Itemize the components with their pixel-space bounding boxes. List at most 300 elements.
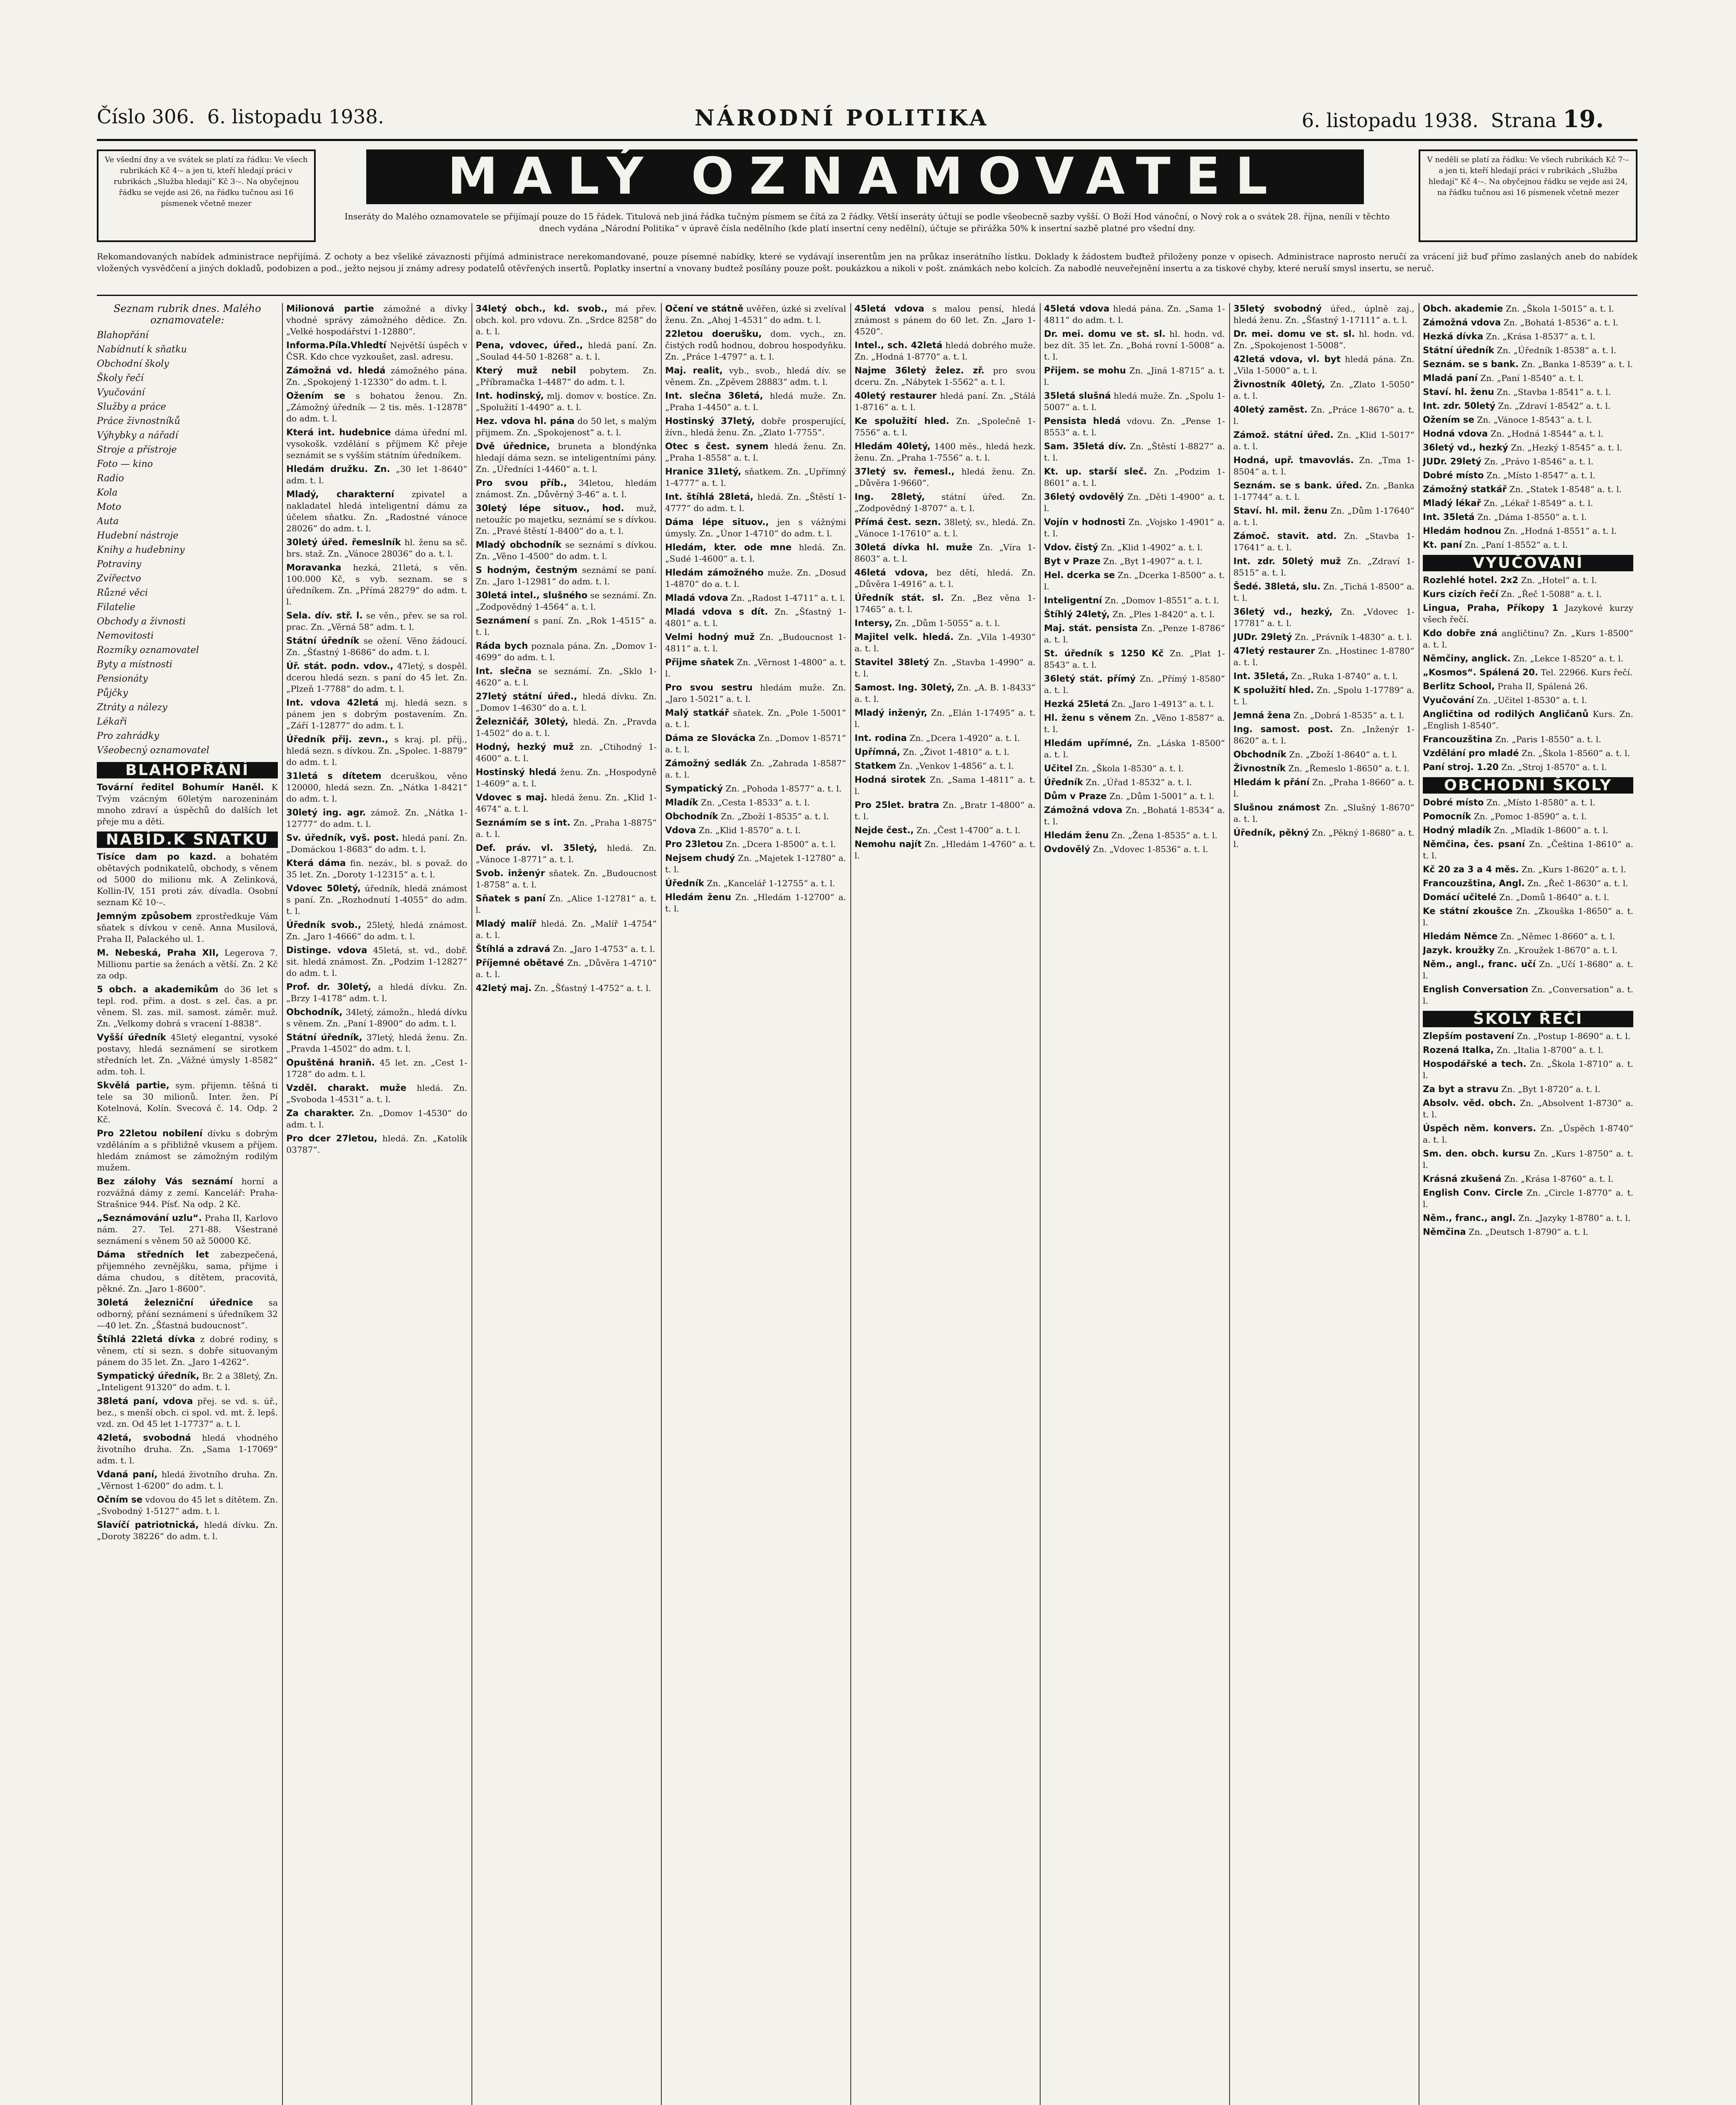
- classified-ad: [286, 340, 467, 362]
- ad-headline: Pena, vdovec, úřed.,: [476, 340, 583, 350]
- contents-item: Výhybky a nářadí: [97, 430, 178, 441]
- classified-ad: [855, 682, 1036, 705]
- classified-ad: [286, 1082, 467, 1105]
- ad-headline: 40letý zaměst.: [1233, 405, 1308, 415]
- obchodni-skoly-ads: [1423, 797, 1633, 1007]
- classified-ad: [97, 1080, 278, 1125]
- ad-headline: Obchodník,: [286, 1007, 343, 1017]
- ad-text: do 36 let s tepl. rod. přim. a dost. s zel. čas. a pr. věnem. Sl. zas. mil. samost. záměr. muž. Zn. „Velkomy dobrá s vracení 1-8838“.: [97, 984, 278, 1029]
- ad-text: dceruškou, věno 120000, hledá sezn. Zn. „Nátka 1-8421“ do adm. t. l.: [286, 771, 467, 804]
- classified-ad: [1044, 491, 1225, 514]
- ad-headline: 30letá intel., slušného: [476, 590, 588, 600]
- skoly-reci-ads: [1423, 1031, 1633, 1238]
- classified-ad: [1423, 878, 1633, 889]
- ad-headline: Zámožný statkář: [1423, 484, 1507, 494]
- ad-text: Zn. „Hezký 1-8545“ a. t. l.: [1508, 442, 1622, 453]
- ad-text: Zn. „Sama 1-4811“ a. t. l.: [855, 775, 1036, 796]
- ad-headline: 42letá vdova, vl. byt: [1233, 354, 1341, 364]
- ad-headline: Hodný mladík: [1423, 825, 1491, 835]
- ad-headline: Který muž nebil: [476, 365, 576, 376]
- ad-headline: Dr. mei. domu ve st. sl.: [1044, 329, 1166, 339]
- column-7: [1233, 303, 1414, 2105]
- contents-item: Obchodní školy: [97, 359, 169, 369]
- classified-ad: [286, 919, 467, 942]
- section-head-blahoprani: BLAHOPŘÁNÍ: [97, 762, 278, 778]
- ad-text: má přev. obch. kol. pro vdovu. Zn. „Srdce 8258“ do a. t. l.: [476, 304, 657, 336]
- ad-text: Zn. „Tma 1-8504“ a. t. l.: [1233, 455, 1414, 477]
- sunday-pricing-box: V neděli se platí za řádku: Ve všech rubrikách Kč 7·– a jen ti, kteří hledají práci v rubrikách „Služba hledají“ Kč 4·–. Na obyčejnou řádku se vejde asi 24, na řádku tučnou asi 16 písmenek včetně mezer: [1419, 149, 1637, 242]
- classified-ad: [1233, 505, 1414, 528]
- ad-headline: Vdovec s maj.: [476, 792, 548, 802]
- ad-text: Zn. „Zkouška 1-8650“ a. t. l.: [1423, 906, 1633, 927]
- ad-text: Zn. „Italia 1-8700“ a. t. l.: [1494, 1045, 1604, 1055]
- ad-headline: Sela. dív. stř. l.: [286, 610, 363, 621]
- classified-ad: [476, 615, 657, 638]
- classified-ad: [476, 817, 657, 840]
- ad-text: uvěřen, úzké si zvelíval ženu. Zn. „Ahoj 1-4531“ do adm. t. l.: [665, 304, 846, 325]
- classified-ad: [855, 466, 1036, 489]
- ad-text: 45letá, st. vd., dobř. sit. hledá známost. Zn. „Podzim 1-12827“ do adm. t. l.: [286, 945, 467, 978]
- classified-ad: [665, 682, 846, 705]
- ad-headline: Učitel: [1044, 763, 1073, 773]
- contents-item: Potraviny: [97, 559, 141, 570]
- classified-ad: [286, 390, 467, 424]
- ad-text: Zn. „Věrnost 1-4800“ a. t. l.: [665, 657, 846, 679]
- ad-text: hezká, 21letá, s věn. 100.000 Kč, s vyb. seznam. se s úředníkem. Zn. „Přímá 28279“ do adm. t. l.: [286, 562, 467, 607]
- classified-ad: [1423, 695, 1633, 706]
- ad-headline: 38letá paní, vdova: [97, 1396, 193, 1406]
- ad-text: hledá dobrého muže. Zn. „Hodná 1-8770“ a. t. l.: [855, 340, 1036, 362]
- classified-ad: [286, 734, 467, 768]
- ad-text: bez dětí, hledá. Zn. „Důvěra 1-4916“ a. t. l.: [855, 568, 1036, 589]
- ad-text: Zn. „Venkov 1-4856“ a. t. l.: [896, 761, 1014, 771]
- ad-headline: Intersy,: [855, 618, 892, 628]
- ad-headline: Samost. Ing. 30letý,: [855, 682, 955, 693]
- ad-text: hledá ženu. Zn. „Důvěra 1-9660“.: [855, 466, 1036, 488]
- ad-headline: Mladý obchodník: [476, 540, 562, 550]
- contents-item: Vyučování: [97, 387, 145, 398]
- ad-headline: Angličtina od rodilých Angličanů: [1423, 709, 1589, 719]
- ad-headline: 47letý restaurer: [1233, 646, 1315, 656]
- classified-ad: [1423, 589, 1633, 600]
- ad-text: Zn. „Conversation“ a. t. l.: [1423, 984, 1633, 1006]
- ad-text: ženu. Zn. „Hospodyně 1-4609“ a. t. l.: [476, 767, 657, 789]
- classified-ad: [1233, 802, 1414, 825]
- ad-text: Zn. „Úřad 1-8532“ a. t. l.: [1083, 777, 1192, 787]
- ad-headline: Pro 25let. bratra: [855, 800, 940, 810]
- ad-text: hledá dívku. Zn. „Domov 1-4630“ do a. t. l.: [476, 691, 657, 713]
- ad-headline: Informa.Píla.Vhledtí: [286, 340, 386, 350]
- ad-headline: Jemná žena: [1233, 710, 1291, 720]
- ad-text: Zn. „Zdraví 1-8542“ a. t. l.: [1495, 401, 1611, 411]
- ad-headline: Ráda bych: [476, 641, 528, 651]
- ad-headline: Očení ve státně: [665, 304, 744, 314]
- classified-ad: [855, 774, 1036, 797]
- contents-item: Rozmíky oznamovatel: [97, 645, 199, 655]
- ad-headline: Dům v Praze: [1044, 791, 1107, 801]
- ad-headline: Dáma ze Slovácka: [665, 733, 756, 743]
- ad-text: Jazykové kurzy všech řečí.: [1423, 603, 1633, 624]
- column-8: [1423, 303, 1633, 2105]
- classified-ad: [1423, 400, 1633, 412]
- ad-headline: „Kosmos“. Spálená 20.: [1423, 667, 1538, 677]
- ad-text: Zn. „Hodná 1-8551“ a. t. l.: [1501, 526, 1617, 536]
- classified-ad: [97, 1297, 278, 1331]
- classified-ad: [665, 303, 846, 326]
- classified-ad: [665, 542, 846, 565]
- ad-text: 45letý elegantní, vysoké postavy, hledá seznámení se sirotkem středních let. Zn. „Vážné úmysly 1-8582“ adm. toh. l.: [97, 1032, 278, 1076]
- ad-headline: Pro dcer 27letou,: [286, 1133, 378, 1143]
- ad-text: Zn. „Dobrá 1-8535“ a. t. l.: [1290, 710, 1405, 720]
- ad-text: Zn. „Tichá 1-8500“ a. t. l.: [1233, 581, 1414, 603]
- ad-headline: 37letý sv. řemesl.,: [855, 466, 955, 477]
- classified-ad: [286, 1007, 467, 1029]
- ad-text: „30 let 1-8640“ adm. t. l.: [286, 464, 467, 485]
- ad-headline: Int. 35letá: [1423, 512, 1475, 522]
- ad-headline: Absolv. věd. obch.: [1423, 1098, 1516, 1108]
- classified-ad: [476, 590, 657, 613]
- ad-text: Zn. „Banka 1-8539“ a. t. l.: [1518, 359, 1633, 369]
- ad-headline: Staví. hl. ženu: [1423, 387, 1494, 397]
- classified-ad: [1044, 390, 1225, 413]
- ad-headline: JUDr. 29letý: [1233, 632, 1292, 642]
- ad-headline: Mladý malíř: [476, 919, 536, 929]
- classified-ad: [286, 537, 467, 560]
- classified-ad: [1233, 556, 1414, 578]
- ad-headline: Skvělá partie,: [97, 1080, 170, 1090]
- ad-headline: Bez zálohy Vás seznámí: [97, 1176, 233, 1186]
- ad-text: hledá vhodného životního druha. Zn. „Sama 1-17069“ adm. t. l.: [97, 1433, 278, 1466]
- date-and-page: [1302, 105, 1604, 133]
- ad-headline: Domácí učitelé: [1423, 892, 1497, 902]
- ad-text: Zn. „Vdovec 1-8536“ a. t. l.: [1090, 844, 1209, 854]
- classified-ad: [1423, 892, 1633, 903]
- ad-headline: Maj. stát. pensista: [1044, 623, 1138, 633]
- ad-text: muže. Zn. „Dosud 1-4870“ do a. t. l.: [665, 568, 846, 589]
- classified-ad: [1423, 945, 1633, 956]
- ad-text: se věn., přev. se sa rol. prac. Zn. „Věrná 58“ adm. t. l.: [286, 610, 467, 632]
- classified-ad: [1423, 1212, 1633, 1224]
- ad-text: Zn. „Štěstí 1-8827“ a. t. l.: [1044, 441, 1225, 463]
- classified-ad: [476, 565, 657, 587]
- ad-headline: Úředník svob.,: [286, 920, 362, 930]
- classified-ad: [1044, 830, 1225, 841]
- ad-headline: Hezká 25letá: [1044, 699, 1109, 709]
- ad-text: Zn. „Ruka 1-8740“ a. t. l.: [1288, 671, 1398, 681]
- classified-ad: [97, 1469, 278, 1492]
- ad-headline: Int. hodinský,: [476, 391, 544, 401]
- contents-item: Zvířectvo: [97, 573, 141, 584]
- contents-item: Byty a místnosti: [97, 659, 173, 670]
- classified-ad: [286, 427, 467, 461]
- classified-ad: [1423, 345, 1633, 356]
- classified-ad: [665, 606, 846, 629]
- ad-headline: Def. práv. vl. 35letý,: [476, 843, 597, 853]
- ad-text: Zn. „Bohatá 1-8534“ a. t. l.: [1044, 805, 1225, 826]
- classified-ad: [665, 441, 846, 464]
- ad-text: Zn. „Alice 1-12781“ a. t. l.: [476, 893, 657, 915]
- ad-headline: Zámožná vd. hledá: [286, 365, 386, 376]
- ad-text: Zn. „Kurs 1-8620“ a. t. l.: [1519, 864, 1627, 874]
- ad-headline: Statkem: [855, 761, 896, 771]
- ad-text: Zn. „Učí 1-8680“ a. t. l.: [1423, 959, 1633, 981]
- ad-text: vyb., svob., hledá dív. se věnem. Zn. „Zpěvem 28883“ adm. t. l.: [665, 365, 846, 387]
- classified-ad: [286, 303, 467, 337]
- ad-headline: Sv. úředník, vyš. post.: [286, 833, 399, 843]
- ad-headline: Hodná sirotek: [855, 775, 926, 785]
- classified-ad: [665, 892, 846, 914]
- classified-ad: [286, 1108, 467, 1130]
- classified-ad: [1044, 648, 1225, 671]
- classified-ad: [855, 517, 1036, 539]
- ad-headline: Int. slečna 36letá,: [665, 391, 763, 401]
- ad-text: Zn. „Čest 1-4700“ a. t. l.: [913, 825, 1020, 835]
- ad-headline: Vdovec 50letý,: [286, 883, 361, 893]
- classified-ad: [665, 811, 846, 822]
- ad-text: a hledá dívku. Zn. „Brzy 1-4178“ adm. t. l.: [286, 982, 467, 1003]
- ad-headline: Štíhlá a zdravá: [476, 944, 551, 954]
- ad-headline: Int. zdr. 50letý: [1423, 401, 1496, 411]
- classified-ad: [286, 697, 467, 731]
- classified-ad: [855, 760, 1036, 772]
- ad-text: Zn. „Klid 1-5017“ a. t. l.: [1233, 430, 1414, 451]
- ad-headline: Dáma lépe situov.,: [665, 517, 769, 527]
- ad-text: Zn. „Domov 1-8571“ a. t. l.: [665, 733, 846, 754]
- ad-headline: Němčina: [1423, 1227, 1466, 1237]
- ad-text: Zn. „Circle 1-8770“ a. t. l.: [1423, 1188, 1633, 1209]
- classified-ad: [1423, 317, 1633, 328]
- ad-headline: Vyšší úředník: [97, 1032, 166, 1042]
- ad-headline: Hodný, hezký muž: [476, 742, 574, 752]
- ad-headline: Která int. hudebnice: [286, 427, 391, 437]
- ad-headline: 30letý úřed. řemeslník: [286, 537, 401, 547]
- classified-ad: [1044, 738, 1225, 760]
- ad-headline: Zámoč. stavit. atd.: [1233, 531, 1337, 541]
- classified-ad: [1423, 414, 1633, 426]
- classified-ad: [855, 733, 1036, 744]
- ad-text: Zn. „Pomoc 1-8590“ a. t. l.: [1471, 811, 1587, 821]
- section-head-skoly-reci: ŠKOLY ŘEČÍ: [1423, 1011, 1633, 1027]
- classified-ad: [1423, 470, 1633, 481]
- ad-text: Zn. „Cesta 1-8533“ a. t. l.: [698, 797, 810, 807]
- contents-item: Půjčky: [97, 688, 128, 698]
- classified-ad: [1423, 512, 1633, 523]
- ad-headline: S hodným, čestným: [476, 565, 578, 575]
- ad-headline: Zámož. státní úřed.: [1233, 430, 1334, 440]
- classified-ad: [476, 868, 657, 890]
- contents-item: Knihy a hudebniny: [97, 545, 185, 555]
- ad-headline: 35letá slušná: [1044, 391, 1111, 401]
- ad-text: Zn. „Právník 1-4830“ a. t. l.: [1292, 632, 1412, 642]
- ad-headline: Tovární ředitel Bohumír Haněl.: [97, 782, 264, 792]
- ad-text: zn. „Ctihodný 1-4600“ a. t. l.: [476, 742, 657, 763]
- classified-ad: [476, 893, 657, 916]
- ad-text: hl. ženu sa sč. brs. staž. Zn. „Vánoce 28036“ do a. t. l.: [286, 537, 467, 559]
- classified-ad: [665, 466, 846, 489]
- classified-ad: [476, 340, 657, 362]
- ad-headline: Jazyk. kroužky: [1423, 945, 1495, 955]
- ad-text: Zn. „Dcerka 1-8500“ a. t. l.: [1044, 570, 1225, 592]
- ad-headline: 30letý ing. agr.: [286, 807, 366, 818]
- classified-ad: [1044, 328, 1225, 362]
- classified-ad: [665, 878, 846, 889]
- ad-text: dáma úřední ml. vysokošk. vzdělání s příjmem Kč přeje seznámit se s vyšším státním úředníkem.: [286, 427, 467, 460]
- ad-headline: Ožením se: [286, 391, 346, 401]
- ad-headline: Ke státní zkoušce: [1423, 906, 1513, 916]
- ad-text: Zn. „Škola 1-5015“ a. t. l.: [1503, 304, 1614, 314]
- ad-text: Zn. „Krása 1-8537“ a. t. l.: [1483, 331, 1595, 341]
- ad-headline: Hospodářské a tech.: [1423, 1059, 1526, 1069]
- ad-text: horní a rozvážná dámy z zemí. Kancelář: Praha-Strašnice 944. Písť. Na odp. 2 Kč.: [97, 1176, 278, 1209]
- ad-headline: Štíhlý 24letý,: [1044, 609, 1110, 619]
- ad-text: do 50 let, s malým přijmem. Zn. „Spokojenost“ a. t. l.: [476, 416, 657, 437]
- classified-ad: [286, 635, 467, 658]
- ad-headline: Kt. paní: [1423, 540, 1462, 550]
- ad-text: Zn. „Škola 1-8560“ a. t. l.: [1519, 748, 1630, 758]
- ad-headline: Zámožná vdova: [1044, 805, 1123, 815]
- ad-headline: Něm., angl., franc. učí: [1423, 959, 1536, 969]
- ad-headline: Seznám. se s bank.: [1423, 359, 1519, 369]
- classified-ad: [1044, 416, 1225, 438]
- classified-ad: [855, 390, 1036, 413]
- ad-headline: Dobré místo: [1423, 797, 1484, 807]
- ad-headline: Štíhlá 22letá dívka: [97, 1334, 195, 1344]
- classified-ad: [1423, 359, 1633, 370]
- classified-ad: [1233, 455, 1414, 477]
- ad-text: státní úřed. Zn. „Zodpovědný 1-8707“ a. t. l.: [855, 492, 1036, 513]
- classified-ad: [286, 1032, 467, 1055]
- ad-text: Zn. „Domů 1-8640“ a. t. l.: [1496, 892, 1609, 902]
- classified-ad: [1423, 331, 1633, 342]
- ad-text: s malou pensí, hledá známost s pánem do 60 let. Zn. „Jaro 1-4520“.: [855, 304, 1036, 336]
- classified-ad: [97, 1519, 278, 1542]
- ad-text: hledá muže. Zn. „Praha 1-4450“ a. t. l.: [665, 391, 846, 412]
- classified-ad: [1423, 442, 1633, 453]
- ad-headline: Francouzština: [1423, 734, 1493, 744]
- classified-ad: [286, 1057, 467, 1080]
- column-1: [97, 303, 278, 2105]
- ad-headline: Berlitz School,: [1423, 681, 1495, 691]
- ad-text: sňatek. Zn. „Budoucnost 1-8758“ a. t. l.: [476, 868, 657, 890]
- ad-text: Zn. „Byt 1-4907“ a. t. l.: [1100, 556, 1203, 566]
- classified-ad: [855, 825, 1036, 836]
- ad-text: Zn. „Úředník 1-8538“ a. t. l.: [1494, 345, 1616, 355]
- ad-text: Zn. „Banka 1-17744“ a. t. l.: [1233, 480, 1414, 502]
- ad-text: z dobré rodiny, s věnem, ctí si sezn. s dobře situovaným pánem do 35 let. Zn. „Jaro 1-4262“.: [97, 1334, 278, 1367]
- classified-ad: [665, 632, 846, 654]
- ad-text: Zn. „Praha 1-8875“ a. t. l.: [476, 818, 657, 839]
- ad-headline: Kt. up. starší sleč.: [1044, 466, 1147, 477]
- ad-text: Zn. „Klid 1-4902“ a. t. l.: [1098, 542, 1203, 552]
- ad-text: Zn. „Láska 1-8500“ a. t. l.: [1044, 738, 1225, 759]
- ad-text: Praha II, Spálená 26.: [1495, 681, 1588, 691]
- ad-headline: Krásná zkušená: [1423, 1174, 1502, 1184]
- classified-ad: [855, 592, 1036, 615]
- classified-ad: [476, 943, 657, 955]
- ad-headline: Vdova: [665, 825, 696, 835]
- ad-headline: Vdaná paní,: [97, 1469, 158, 1479]
- contents-item: Blahopřání: [97, 330, 149, 341]
- classified-ad: [1423, 959, 1633, 981]
- ad-headline: Pensista hledá: [1044, 416, 1121, 426]
- ad-headline: Železničář, 30letý,: [476, 717, 568, 727]
- ad-headline: Distinge. vdova: [286, 945, 367, 955]
- ad-headline: Otec s čest. synem: [665, 441, 769, 451]
- classified-ad: [665, 657, 846, 679]
- ad-text: Br. 2 a 38letý, Zn. „Inteligent 91320“ do adm. t. l.: [97, 1371, 278, 1392]
- ad-text: Zn. „Řeč 1-5088“ a. t. l.: [1498, 589, 1602, 599]
- ad-headline: Jemným způsobem: [97, 911, 192, 921]
- ad-headline: Nemohu najít: [855, 839, 922, 849]
- snatek-ads: [97, 851, 278, 1542]
- administration-notice: Rekomandovaných nabídek administrace nepřijímá. Z ochoty a bez všeliké závaznosti přijímá administrace nerekomandované, pouze písemné nabídky, které se vydávají inserentům jen na průkaz inserátního lístku. Doklady k žádostem buďtež přiloženy ponze v opisech. Administrace naprosto neručí za vrácení již buď přímo zaslaných aneb do nabídek vložených vysvědčení a jiných dokladů, podobizen a pod., ježto nejsou jí známy adresy podatelů otěvřených insertů. Poplatky insertní a vnovany budtež posílány pouze pošt. poukázkou a nikoli v pošt. známkách nebo kolcích. Za nabodlé neuveřejnění insertu a za tiskové chyby, které neruší smysl insertu, se neruč.: [97, 251, 1637, 273]
- section-head-vyucovani: VYUČOVÁNÍ: [1423, 555, 1633, 571]
- ad-headline: English Conv. Circle: [1423, 1188, 1523, 1198]
- ad-headline: K spolužití hled.: [1233, 685, 1314, 695]
- ad-text: Zn. „Absolvent 1-8730“ a. t. l.: [1423, 1098, 1633, 1119]
- classified-ad: [665, 707, 846, 730]
- ad-text: s paní. Zn. „Rok 1-4515“ a. t. l.: [476, 616, 657, 637]
- ad-text: hledá paní. Zn. „Stálá 1-8716“ a. t. l.: [855, 391, 1036, 412]
- column-3: [476, 303, 657, 2105]
- ad-headline: 36letý ovdovělý: [1044, 492, 1124, 502]
- ad-text: Zn. „Bratr 1-4800“ a. t. l.: [855, 800, 1036, 821]
- ad-headline: Int. slečna: [476, 666, 532, 676]
- ad-headline: Rozená Italka,: [1423, 1045, 1494, 1055]
- classified-ad: [476, 957, 657, 980]
- classified-ad: [665, 567, 846, 590]
- classified-ad: [1044, 570, 1225, 592]
- classified-ad: [665, 592, 846, 604]
- ad-headline: Kč 20 za 3 a 4 měs.: [1423, 864, 1519, 874]
- classified-ad: [1423, 628, 1633, 650]
- ad-text: mj. hledá sezn. s pánem jen s dobrým postavením. Zn. „Září 1-12877“ do adm. t. l.: [286, 698, 467, 730]
- newspaper-title: NÁRODNÍ POLITIKA: [695, 105, 989, 131]
- ad-headline: Mladá vdova s dít.: [665, 607, 768, 617]
- classified-ad: [1233, 671, 1414, 682]
- ad-text: seznámí se paní. Zn. „Jaro 1-12981“ do adm. t. l.: [476, 565, 657, 586]
- contents-item: Pro zahrádky: [97, 731, 159, 741]
- ad-text: Zn. „Čeština 1-8610“ a. t. l.: [1423, 839, 1633, 861]
- classified-ad: [1233, 685, 1414, 707]
- classified-ad: [286, 489, 467, 534]
- ad-headline: Hledám k přání: [1233, 777, 1310, 787]
- classified-ad: [1233, 480, 1414, 503]
- ad-text: sym. přijemn. těšná ti tele sa 30 milionů. Inter. žen. Pí Kotelnová, Kolín. Svecová č. 14. Odp. 2 Kč.: [97, 1080, 278, 1124]
- ad-text: hledám muže. Zn. „Jaro 1-5021“ a. t. l.: [665, 682, 846, 704]
- classified-ad: [1423, 386, 1633, 398]
- column-6: [1044, 303, 1225, 2105]
- classified-ad: [1233, 724, 1414, 746]
- ad-text: Zn. „Řeč 1-8630“ a. t. l.: [1525, 878, 1628, 888]
- ad-text: Zn. „Dům 1-5055“ a. t. l.: [892, 618, 1000, 628]
- ad-headline: Úředník: [665, 878, 704, 888]
- ad-text: Zn. „Místo 1-8580“ a. t. l.: [1483, 797, 1595, 807]
- ad-headline: Milionová partie: [286, 304, 374, 314]
- ad-text: hl. hodn. vd. bez dít. 35 let. Zn. „Bohá rovní 1-5008“ a. t. l.: [1044, 329, 1225, 362]
- ad-text: angličtinu? Zn. „Kurs 1-8500“ a. t. l.: [1423, 628, 1633, 650]
- ad-text: Zn. „Budoucnost 1-4811“ a. t. l.: [665, 632, 846, 653]
- classified-ad: [286, 610, 467, 633]
- column-divider: [1229, 303, 1230, 2105]
- ad-text: zámožné a dívky vhodné správy zámožného dědice. Zn. „Velké hospodářství 1-12880“.: [286, 304, 467, 336]
- ad-headline: 36letý stát. přímý: [1044, 674, 1136, 684]
- ad-headline: Pomocník: [1423, 811, 1471, 821]
- classified-ad: [855, 542, 1036, 565]
- ad-headline: Vyučování: [1423, 695, 1474, 705]
- ad-headline: Hledám upřímné,: [1044, 738, 1132, 748]
- ad-text: Zn. „Jiná 1-8715“ a. t. l.: [1044, 365, 1225, 387]
